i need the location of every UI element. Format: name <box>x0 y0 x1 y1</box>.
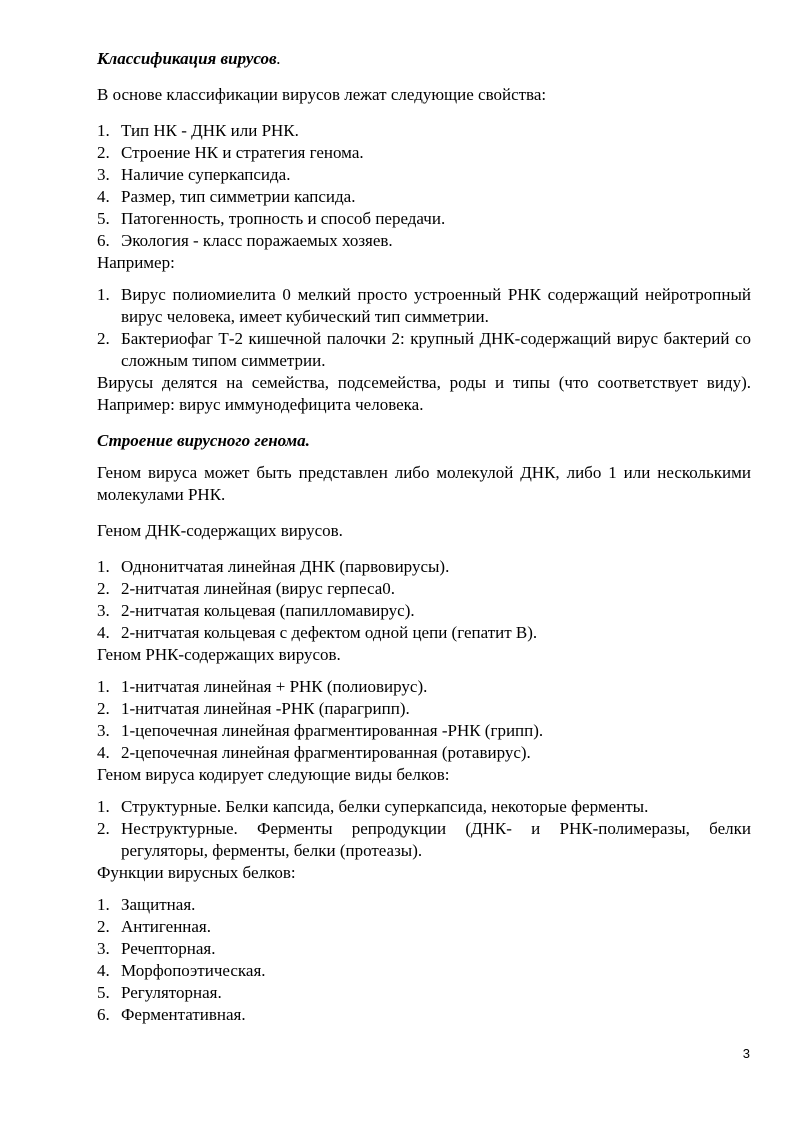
list-number: 2. <box>97 579 110 598</box>
list-number: 5. <box>97 209 110 228</box>
list-item <box>97 720 751 742</box>
list-number: 4. <box>97 623 110 642</box>
list-text: 2-нитчатая кольцевая с дефектом одной цепи (гепатит В). <box>121 623 538 642</box>
list-number: 2. <box>97 143 110 162</box>
list-text: Морфопоэтическая. <box>121 961 266 980</box>
list-number: 4. <box>97 743 110 762</box>
rna-genome-list <box>97 676 751 764</box>
list-number: 3. <box>97 721 110 740</box>
list-text: Размер, тип симметрии капсида. <box>121 187 356 206</box>
list-number: 6. <box>97 1005 110 1024</box>
list-number: 4. <box>97 187 110 206</box>
list-item <box>97 676 751 698</box>
functions-label: Функции вирусных белков: <box>97 863 296 882</box>
list-number: 1. <box>97 895 110 914</box>
list-number: 1. <box>97 797 110 816</box>
list-text: Экология - класс поражаемых хозяев. <box>121 231 393 250</box>
list-item <box>97 622 751 644</box>
list-number: 1. <box>97 121 110 140</box>
list-text: 2-цепочечная линейная фрагментированная (ротавирус). <box>121 743 531 762</box>
list-item <box>97 142 751 164</box>
genome-intro: Геном вируса может быть представлен либо молекулой ДНК, либо 1 или несколькими молекулами РНК. <box>97 463 751 504</box>
list-item <box>97 698 751 720</box>
list-text: Ферментативная. <box>121 1005 246 1024</box>
list-item <box>97 1004 751 1026</box>
section-heading-classification <box>97 48 751 70</box>
list-text: Регуляторная. <box>121 983 222 1002</box>
list-text: Речепторная. <box>121 939 216 958</box>
list-text: Структурные. Белки капсида, белки суперкапсида, некоторые ферменты. <box>121 797 649 816</box>
list-number: 4. <box>97 961 110 980</box>
list-number: 2. <box>97 917 110 936</box>
list-item <box>97 894 751 916</box>
list-item <box>97 120 751 142</box>
list-item <box>97 818 751 862</box>
list-number: 2. <box>97 329 110 348</box>
list-item <box>97 916 751 938</box>
section-heading-genome: Строение вирусного генома. <box>97 431 310 450</box>
list-text: Антигенная. <box>121 917 212 936</box>
list-text: Неструктурные. Ферменты репродукции (ДНК- и РНК-полимеразы, белки регуляторы, ферменты, белки (протеазы). <box>121 819 751 860</box>
list-text: 2-нитчатая кольцевая (папилломавирус). <box>121 601 415 620</box>
dna-genome-list <box>97 556 751 644</box>
list-number: 5. <box>97 983 110 1002</box>
page-number: 3 <box>742 1046 750 1061</box>
list-item <box>97 960 751 982</box>
classification-intro: В основе классификации вирусов лежат следующие свойства: <box>97 85 547 104</box>
list-text: Строение НК и стратегия генома. <box>121 143 364 162</box>
list-item <box>97 208 751 230</box>
list-number: 6. <box>97 231 110 250</box>
list-number: 3. <box>97 601 110 620</box>
list-text: Однонитчатая линейная ДНК (парвовирусы). <box>121 557 450 576</box>
example-label: Например: <box>97 253 175 272</box>
list-item <box>97 230 751 252</box>
classification-properties-list <box>97 120 751 252</box>
heading-text: Классификация вирусов <box>97 49 277 68</box>
list-text: Вирус полиомиелита 0 мелкий просто устроенный РНК содержащий нейротропный вирус человека, имеет кубический тип симметрии. <box>121 285 751 326</box>
list-item <box>97 284 751 328</box>
list-item <box>97 938 751 960</box>
list-number: 1. <box>97 677 110 696</box>
list-item <box>97 556 751 578</box>
functions-list <box>97 894 751 1026</box>
list-text: Наличие суперкапсида. <box>121 165 291 184</box>
list-item <box>97 982 751 1004</box>
list-item <box>97 328 751 372</box>
dna-genome-label: Геном ДНК-содержащих вирусов. <box>97 521 343 540</box>
families-paragraph: Вирусы делятся на семейства, подсемейства, роды и типы (что соответствует виду). Например: вирус иммунодефицита человека. <box>97 373 751 414</box>
list-item <box>97 742 751 764</box>
heading-punctuation: . <box>276 49 281 68</box>
list-number: 2. <box>97 819 110 838</box>
rna-genome-label: Геном РНК-содержащих вирусов. <box>97 645 341 664</box>
list-text: 1-цепочечная линейная фрагментированная -РНК (грипп). <box>121 721 544 740</box>
list-number: 2. <box>97 699 110 718</box>
list-item <box>97 578 751 600</box>
list-item <box>97 186 751 208</box>
list-text: 2-нитчатая линейная (вирус герпеса0. <box>121 579 395 598</box>
list-number: 3. <box>97 165 110 184</box>
proteins-list <box>97 796 751 862</box>
document-page <box>97 48 751 1026</box>
list-text: 1-нитчатая линейная + РНК (полиовирус). <box>121 677 428 696</box>
list-number: 3. <box>97 939 110 958</box>
proteins-label: Геном вируса кодирует следующие виды белков: <box>97 765 450 784</box>
list-item <box>97 796 751 818</box>
list-text: Защитная. <box>121 895 196 914</box>
list-number: 1. <box>97 557 110 576</box>
list-text: Патогенность, тропность и способ передачи. <box>121 209 446 228</box>
list-text: 1-нитчатая линейная -РНК (парагрипп). <box>121 699 410 718</box>
list-text: Тип НК - ДНК или РНК. <box>121 121 299 140</box>
list-item <box>97 600 751 622</box>
examples-list <box>97 284 751 372</box>
list-number: 1. <box>97 285 110 304</box>
list-item <box>97 164 751 186</box>
list-text: Бактериофаг Т-2 кишечной палочки 2: крупный ДНК-содержащий вирус бактерий со сложным типом симметрии. <box>121 329 751 370</box>
